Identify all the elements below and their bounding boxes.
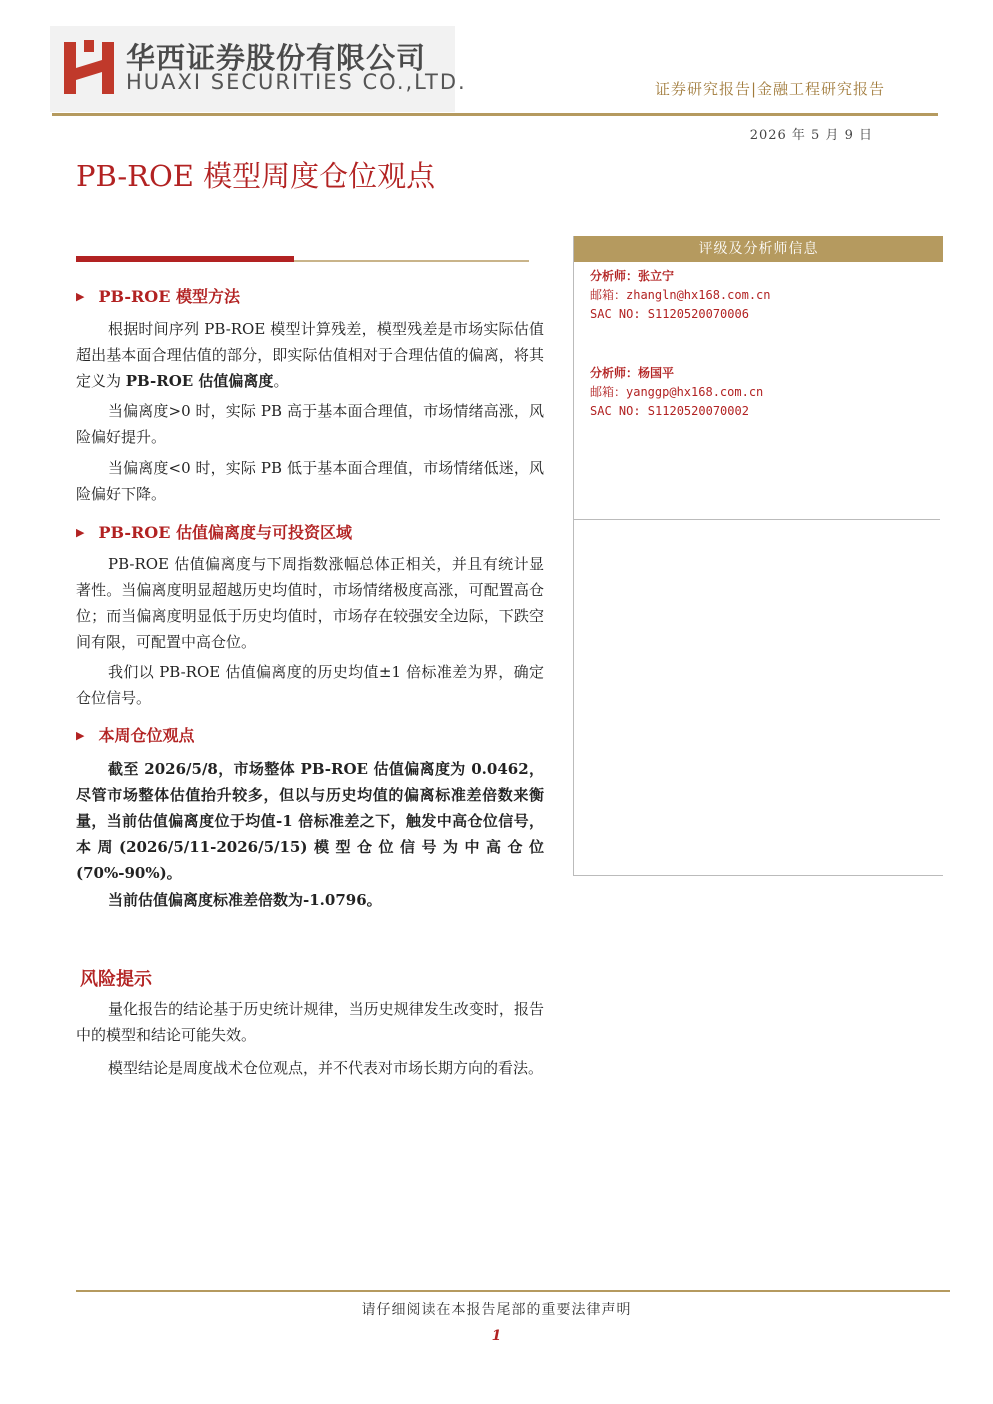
triangle-bullet-icon: ▶ xyxy=(76,526,85,539)
sidebar-bottom-border xyxy=(574,875,943,876)
report-date: 2026 年 5 月 9 日 xyxy=(749,128,873,143)
report-type: 证券研究报告|金融工程研究报告 xyxy=(654,80,885,98)
section-divider-accent xyxy=(76,256,294,262)
sidebar-heading: 评级及分析师信息 xyxy=(574,236,943,262)
footer-disclaimer: 请仔细阅读在本报告尾部的重要法律声明 xyxy=(361,1302,632,1318)
paragraph: 根据时间序列 PB-ROE 模型计算残差，模型残差是市场实际估值超出基本面合理估值的部分，即实际估值相对于合理估值的偏离，将其定义为 PB-ROE 估值偏离度。 xyxy=(76,320,544,390)
paragraph: 我们以 PB-ROE 估值偏离度的历史均值±1 倍标准差为界，确定仓位信号。 xyxy=(76,663,544,707)
paragraph-conclusion: 截至 2026/5/8，市场整体 PB-ROE 估值偏离度为 0.0462，尽管市场整体估值抬升较多，但以与历史均值的偏离标准差倍数来衡量，当前估值偏离度位于均值-1 倍标准差之下，触发中高仓位信号，本周(2026/5/11-2026/5/15)模型仓位信号为中高仓位 (70%-90%)。 xyxy=(76,760,544,882)
analyst-sac: SAC NO: S1120520070002 xyxy=(590,404,749,418)
analyst-email[interactable]: 邮箱：yanggp@hx168.com.cn xyxy=(590,385,764,399)
section-heading-investable-zone: ▶ PB-ROE 估值偏离度与可投资区域 xyxy=(76,523,352,542)
paragraph: 量化报告的结论基于历史统计规律，当历史规律发生改变时，报告中的模型和结论可能失效。 xyxy=(76,1000,544,1044)
paragraph: 当偏离度>0 时，实际 PB 高于基本面合理值，市场情绪高涨，风险偏好提升。 xyxy=(76,402,544,446)
page-number: 1 xyxy=(491,1328,502,1344)
section-heading-method: ▶ PB-ROE 模型方法 xyxy=(76,287,240,306)
company-name-cn: 华西证券股份有限公司 xyxy=(126,41,427,75)
risk-heading: 风险提示 xyxy=(80,969,152,990)
triangle-bullet-icon: ▶ xyxy=(76,290,85,303)
triangle-bullet-icon: ▶ xyxy=(76,729,85,742)
huaxi-logo-icon xyxy=(62,38,116,96)
section-heading-weekly-view: ▶ 本周仓位观点 xyxy=(76,726,195,745)
paragraph: 模型结论是周度战术仓位观点，并不代表对市场长期方向的看法。 xyxy=(108,1059,544,1077)
company-name-en: HUAXI SECURITIES CO.,LTD. xyxy=(126,70,467,94)
analyst-card xyxy=(590,267,771,324)
analyst-email[interactable]: 邮箱：zhangln@hx168.com.cn xyxy=(590,288,771,302)
analyst-sac: SAC NO: S1120520070006 xyxy=(590,307,749,321)
paragraph-conclusion: 当前估值偏离度标准差倍数为-1.0796。 xyxy=(108,891,382,909)
paragraph: 当偏离度<0 时，实际 PB 低于基本面合理值，市场情绪低迷，风险偏好下降。 xyxy=(76,459,544,503)
analyst-card xyxy=(590,364,763,421)
page-title: PB-ROE 模型周度仓位观点 xyxy=(76,159,436,193)
footer-divider xyxy=(76,1290,950,1292)
analyst-name: 分析师：张立宁 xyxy=(590,269,675,283)
sidebar-border xyxy=(573,236,574,876)
paragraph: PB-ROE 估值偏离度与下周指数涨幅总体正相关，并且有统计显著性。当偏离度明显超越历史均值时，市场情绪极度高涨，可配置高仓位；而当偏离度明显低于历史均值时，市场存在较强安全边际，下跌空间有限，可配置中高仓位。 xyxy=(76,555,544,651)
header-divider xyxy=(52,113,938,116)
sidebar-divider xyxy=(574,519,940,520)
analyst-name: 分析师：杨国平 xyxy=(590,366,675,380)
